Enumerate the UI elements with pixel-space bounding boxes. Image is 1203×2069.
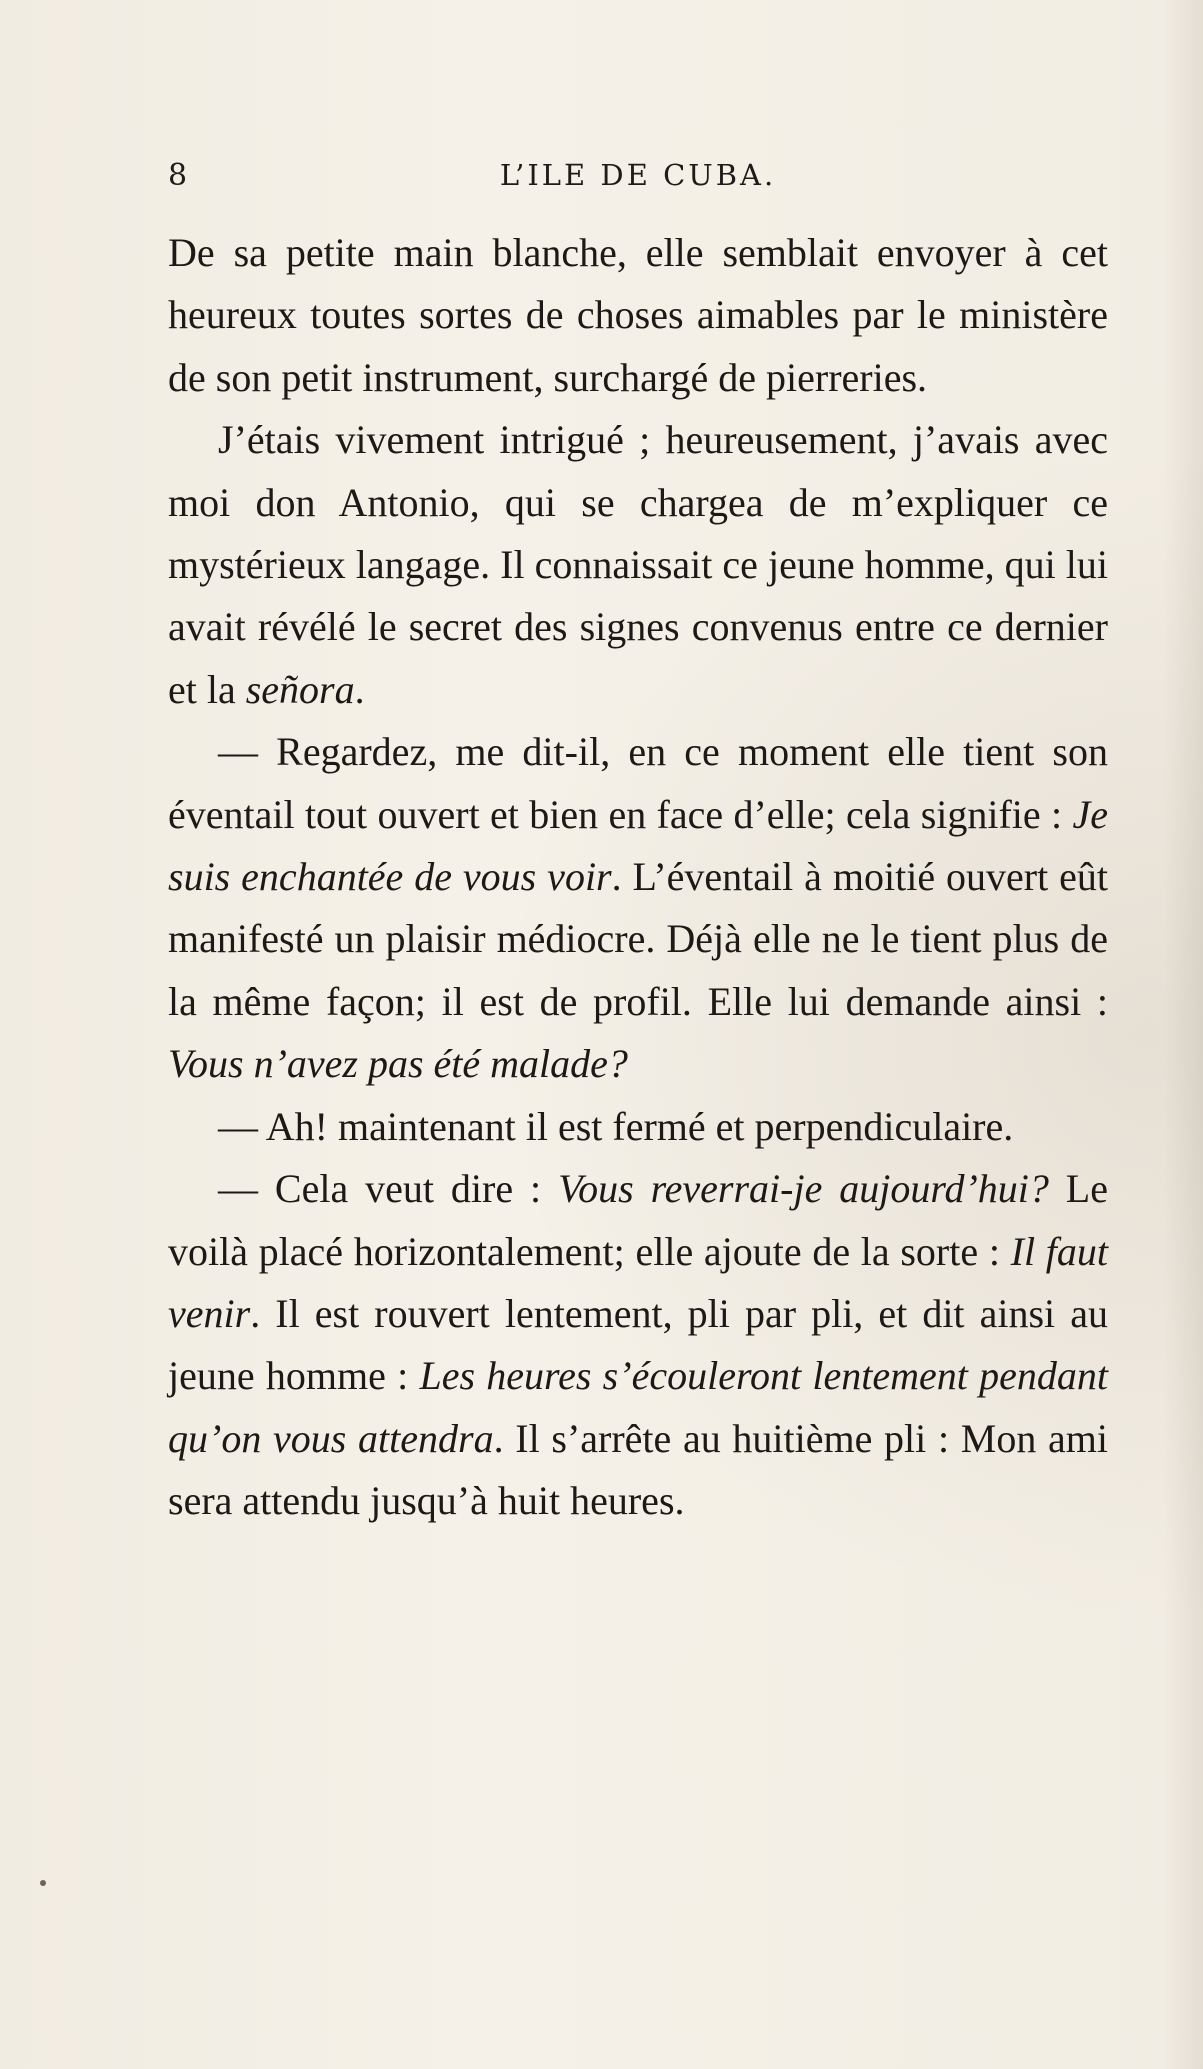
text-run: J’étais vivement intrigué ; heureusement, j’avais avec moi don Antonio, qui se chargea de m’expliquer ce mystérieux langage. Il connaissait ce jeune homme, qui lui avait révélé le secret des signes convenus entre ce dernier et la — [168, 417, 1108, 712]
italic-phrase: señora — [245, 666, 355, 712]
paragraph — [168, 222, 1108, 409]
text-run: . Il est rouvert lentement, pli par pli, et dit ainsi au jeune homme : — [168, 1290, 1108, 1399]
ink-speck — [40, 1880, 46, 1886]
text-run: — Cela veut dire : — [218, 1166, 559, 1212]
text-run: . — [354, 666, 365, 712]
text-run: — Ah! maintenant il est fermé et perpendiculaire. — [218, 1103, 1014, 1149]
spine-shadow — [1163, 0, 1203, 2069]
body-text — [168, 222, 1108, 1533]
text-run: — Regardez, me dit-il, en ce moment elle tient son éventail tout ouvert et bien en face d’elle; cela signifie : — [168, 729, 1108, 837]
italic-phrase: Vous reverrai-je aujourd’hui? — [558, 1166, 1049, 1212]
text-run: Le voilà placé horizontalement; elle ajoute de la sorte : — [168, 1166, 1108, 1274]
italic-phrase: Il faut venir — [168, 1228, 1109, 1336]
paragraph — [168, 1096, 1108, 1158]
page-header — [168, 158, 1108, 208]
italic-phrase: Les heures s’écouleront lentement pendant qu’on vous attendra — [168, 1353, 1108, 1461]
page-number: 8 — [168, 158, 188, 193]
text-run: De sa petite main blanche, elle semblait envoyer à cet heureux toutes sortes de choses aimables par le ministère de son petit instrument, surchargé de pierreries. — [168, 230, 1108, 400]
text-run: . L’éventail à moitié ouvert eût manifesté un plaisir médiocre. Déjà elle ne le tient plus de la même façon; il est de profil. Elle lui demande ainsi : — [168, 854, 1108, 1024]
paragraph — [168, 721, 1108, 1095]
paragraph — [168, 1158, 1108, 1532]
running-title: L’ILE DE CUBA. — [499, 158, 777, 192]
text-run: . Il s’arrête au huitième pli : Mon ami sera attendu jusqu’à huit heures. — [168, 1415, 1108, 1524]
paragraph — [168, 409, 1108, 721]
italic-phrase: Je suis enchantée de vous voir — [168, 791, 1108, 900]
italic-phrase: Vous n’avez pas été malade? — [168, 1041, 628, 1087]
